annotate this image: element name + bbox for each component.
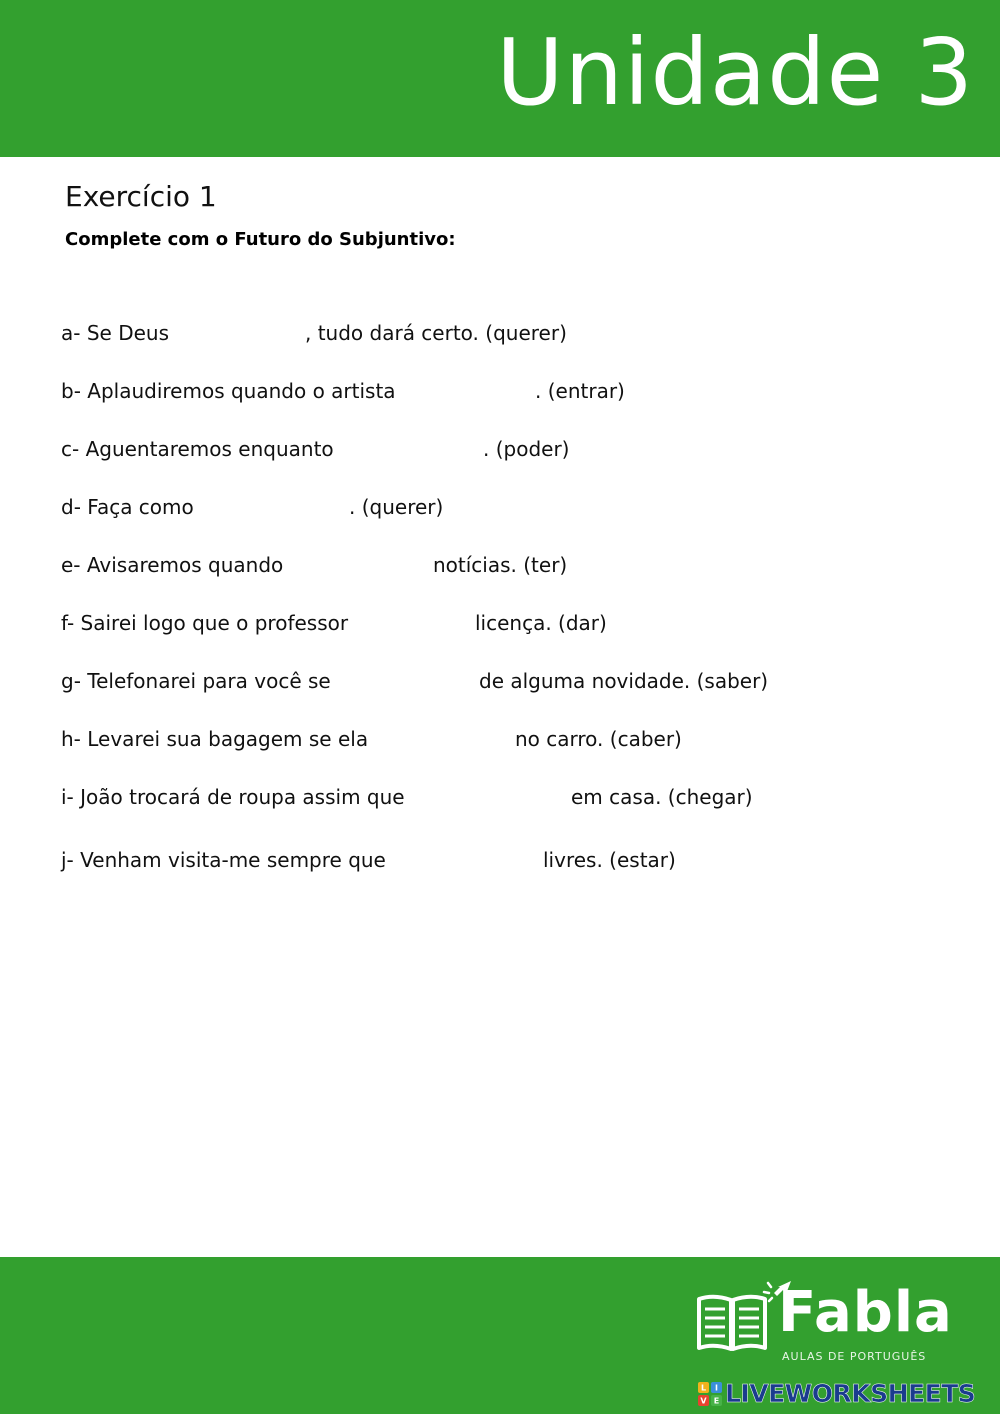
item-text-after: de alguma novidade. (saber) xyxy=(479,669,769,693)
item-text-before: i- João trocará de roupa assim que xyxy=(61,785,405,809)
exercise-title: Exercício 1 xyxy=(65,180,217,213)
item-text-after: . (querer) xyxy=(349,495,444,519)
svg-text:I: I xyxy=(715,1383,718,1393)
answer-input-d[interactable] xyxy=(213,495,349,523)
item-text-after: , tudo dará certo. (querer) xyxy=(305,321,567,345)
item-text-after: notícias. (ter) xyxy=(433,553,568,577)
liveworksheets-logo xyxy=(698,1380,994,1410)
answer-input-e[interactable] xyxy=(301,553,433,581)
item-text-before: g- Telefonarei para você se xyxy=(61,669,331,693)
item-text-before: e- Avisaremos quando xyxy=(61,553,284,577)
svg-text:L: L xyxy=(700,1383,707,1393)
item-text-before: d- Faça como xyxy=(61,495,194,519)
live-badge-icon xyxy=(698,1382,722,1406)
answer-input-a[interactable] xyxy=(179,321,305,349)
answer-input-b[interactable] xyxy=(413,379,535,407)
svg-text:V: V xyxy=(700,1396,707,1406)
item-text-before: c- Aguentaremos enquanto xyxy=(61,437,334,461)
open-book-icon xyxy=(696,1291,768,1353)
answer-input-f[interactable] xyxy=(361,611,475,639)
item-text-before: f- Sairei logo que o professor xyxy=(61,611,349,635)
exercise-instruction: Complete com o Futuro do Subjuntivo: xyxy=(65,229,456,250)
item-text-after: em casa. (chegar) xyxy=(571,785,753,809)
svg-text:E: E xyxy=(713,1396,720,1406)
answer-input-c[interactable] xyxy=(353,437,483,465)
answer-input-j[interactable] xyxy=(407,848,543,876)
header-banner xyxy=(0,0,1000,157)
item-text-after: no carro. (caber) xyxy=(515,727,682,751)
item-text-after: . (entrar) xyxy=(535,379,625,403)
item-text-after: . (poder) xyxy=(483,437,570,461)
item-text-after: livres. (estar) xyxy=(543,848,676,872)
item-text-before: j- Venham visita-me sempre que xyxy=(61,848,386,872)
answer-input-i[interactable] xyxy=(439,785,571,813)
liveworksheets-wordmark: LIVEWORKSHEETS xyxy=(725,1379,976,1408)
item-text-before: h- Levarei sua bagagem se ela xyxy=(61,727,369,751)
fabla-logo xyxy=(696,1277,956,1369)
item-text-before: a- Se Deus xyxy=(61,321,169,345)
unit-title: Unidade 3 xyxy=(496,19,974,126)
brand-name: Fabla xyxy=(778,1280,953,1345)
answer-input-g[interactable] xyxy=(349,669,479,697)
item-text-after: licença. (dar) xyxy=(475,611,607,635)
brand-subtitle: AULAS DE PORTUGUÊS xyxy=(782,1350,927,1363)
item-text-before: b- Aplaudiremos quando o artista xyxy=(61,379,396,403)
answer-input-h[interactable] xyxy=(385,727,515,755)
